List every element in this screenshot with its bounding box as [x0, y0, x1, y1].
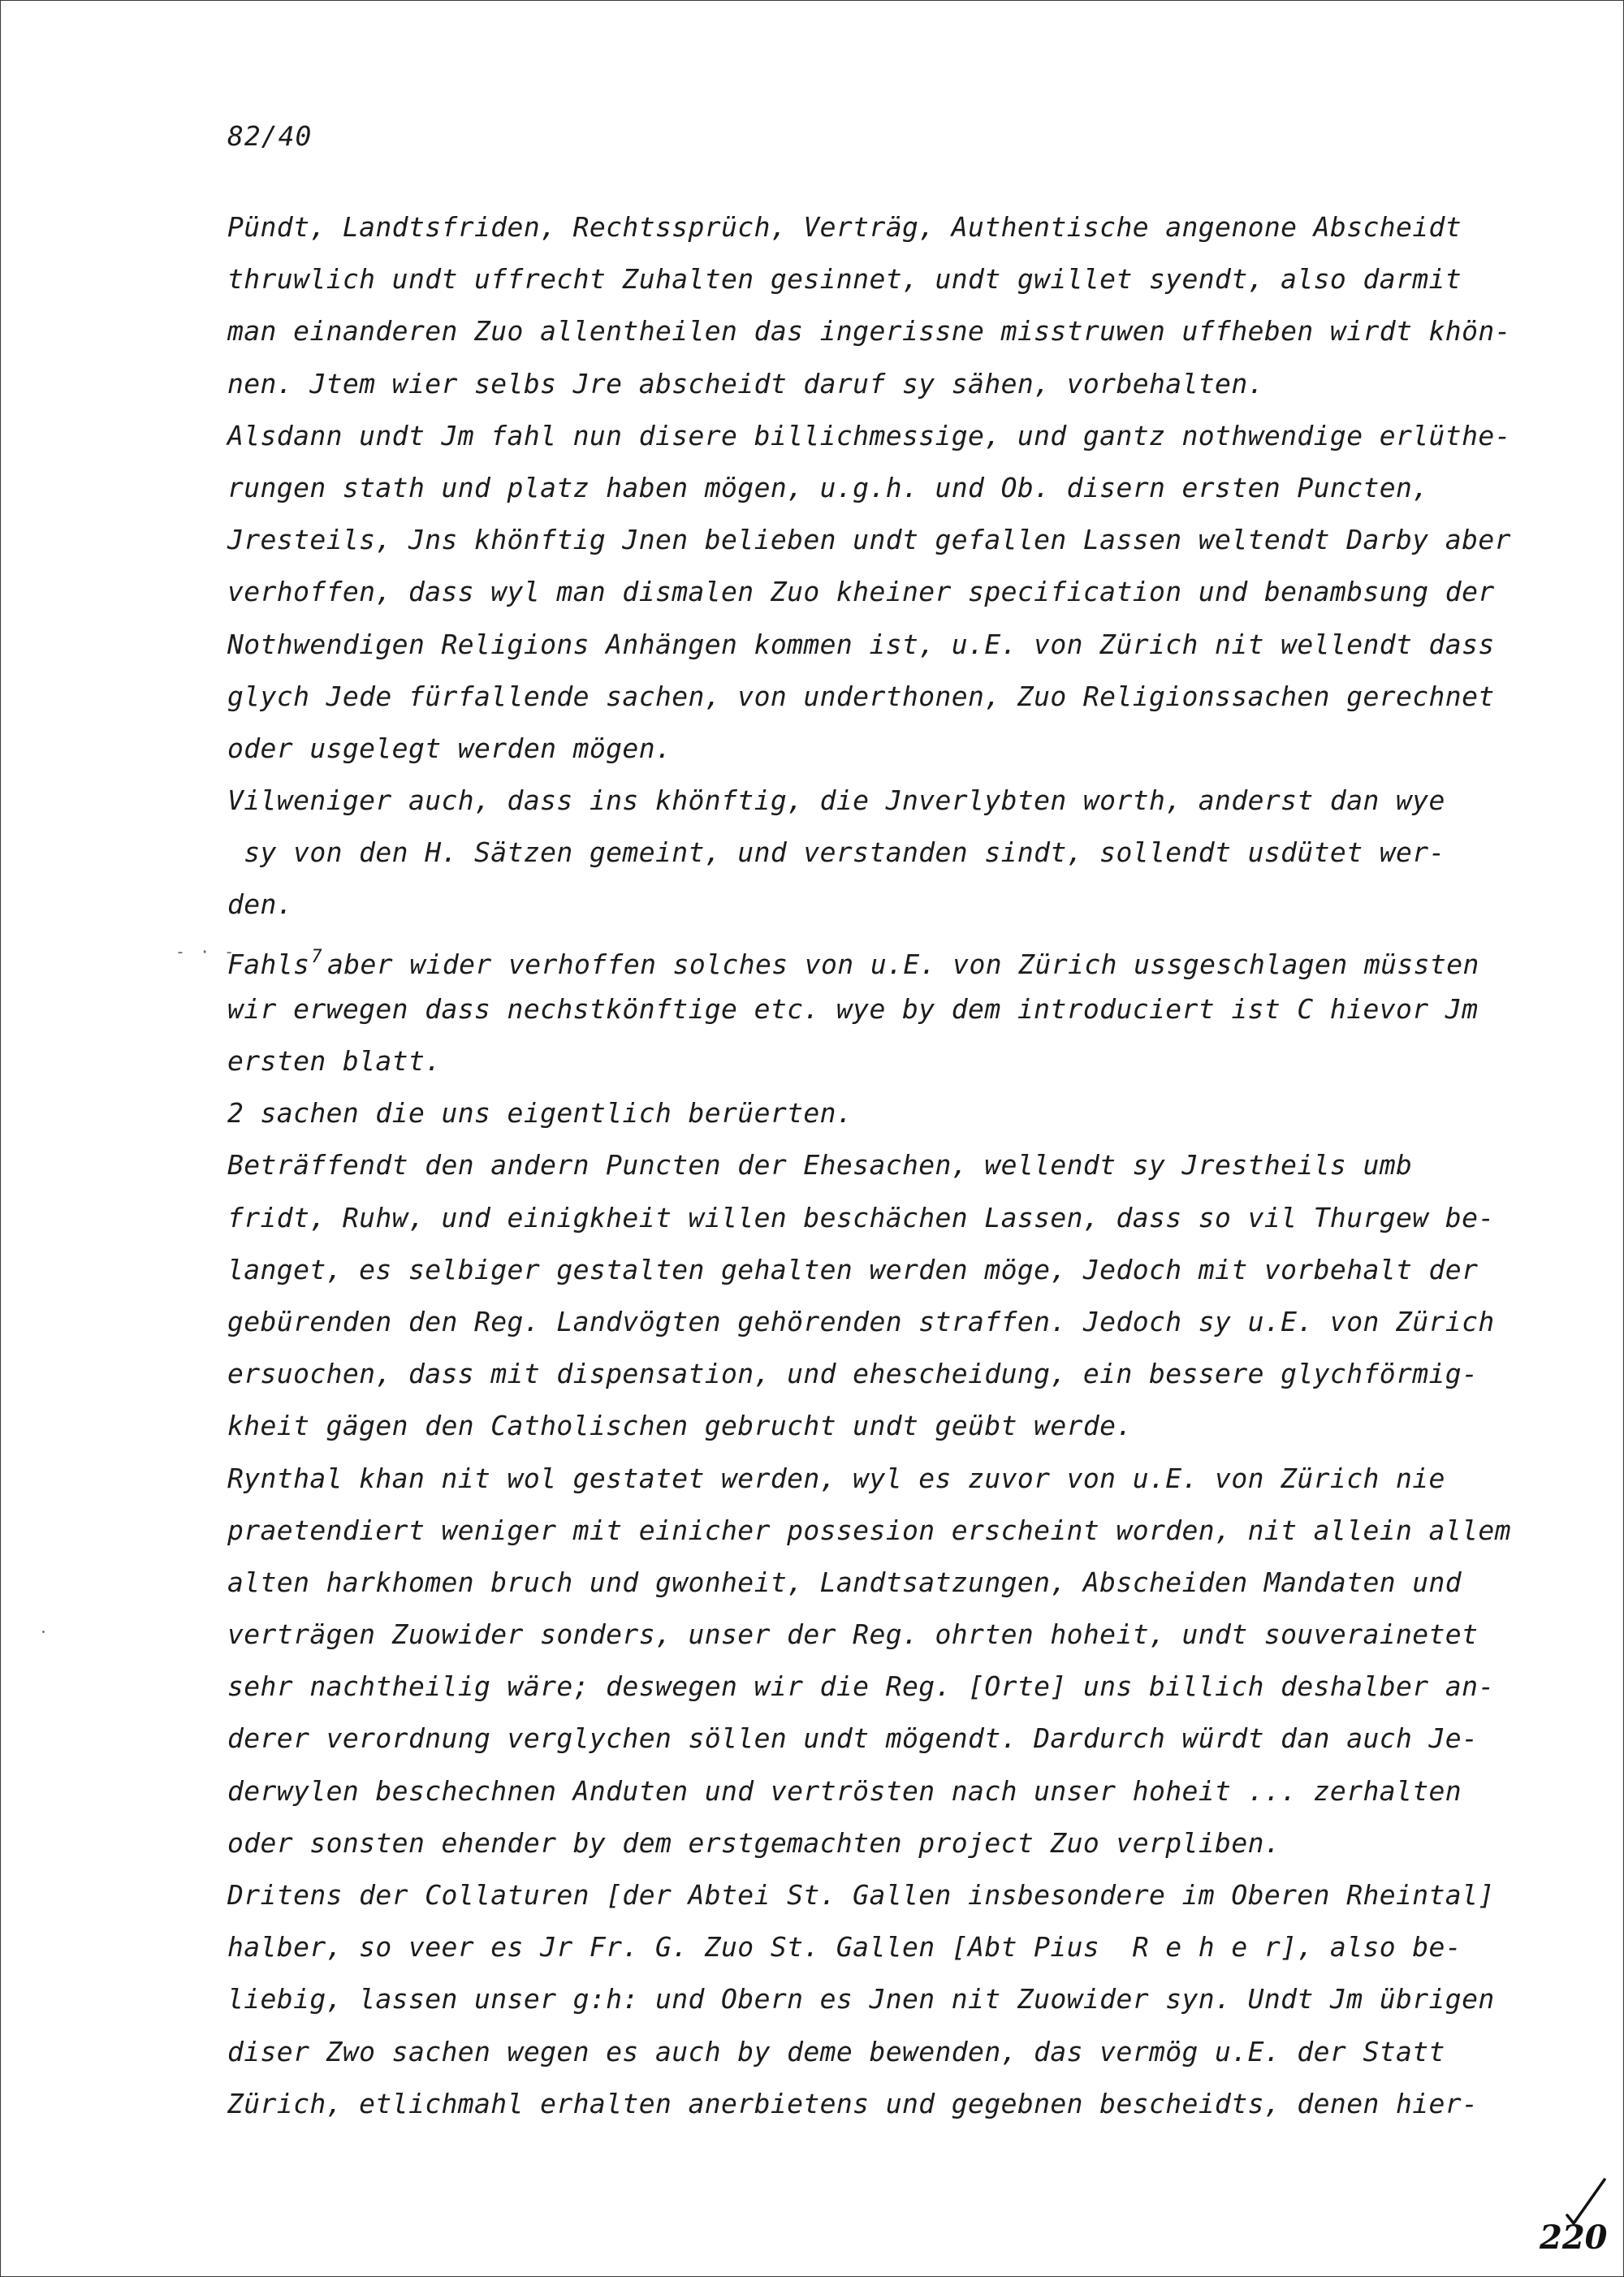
text-line: derwylen beschechnen Anduten und vertrösten nach unser hoheit ... zerhalten [227, 1774, 1462, 1807]
text-line: fridt, Ruhw, und einigkheit willen beschächen Lassen, dass so vil Thurgew be- [227, 1201, 1495, 1234]
fahls-rest: aber wider verhoffen solches von u.E. von Zürich ussgeschlagen müssten [327, 948, 1479, 980]
margin-dot [42, 1631, 45, 1633]
text-line: rungen stath und platz haben mögen, u.g.h. und Ob. disern ersten Puncten, [227, 471, 1429, 503]
text-line: alten harkhomen bruch und gwonheit, Landtsatzungen, Abscheiden Mandaten und [227, 1566, 1462, 1598]
text-line: thruwlich undt uffrecht Zuhalten gesinnet, undt gwillet syendt, also darmit [227, 263, 1462, 296]
document-body [227, 201, 1527, 2130]
text-line: sy von den H. Sätzen gemeint, und verstanden sindt, sollendt usdütet wer- [227, 836, 1445, 869]
text-line: man einanderen Zuo allentheilen das ingerissne misstruwen uffheben wirdt khön- [227, 315, 1511, 348]
text-line: liebig, lassen unser g:h: und Obern es Jnen nit Zuowider syn. Undt Jm übrigen [227, 1983, 1495, 2016]
text-line: verträgen Zuowider sonders, unser der Reg. ohrten hoheit, undt souverainetet [227, 1618, 1479, 1651]
text-line: sehr nachtheilig wäre; deswegen wir die Reg. [Orte] uns billich deshalber an- [227, 1670, 1495, 1703]
text-line: Dritens der Collaturen [der Abtei St. Gallen insbesondere im Oberen Rheintal] [227, 1879, 1495, 1911]
fahls-word: Fahls [227, 948, 310, 980]
page-number: 82/40 [227, 120, 313, 152]
text-line: Rynthal khan nit wol gestatet werden, wyl es zuvor von u.E. von Zürich nie [227, 1462, 1445, 1494]
text-line: 2 sachen die uns eigentlich berüerten. [227, 1097, 853, 1130]
text-line: Vilweniger auch, dass ins khönftig, die Jnverlybten worth, anderst dan wye [227, 784, 1445, 817]
text-line: Beträffendt den andern Puncten der Ehesachen, wellendt sy Jrestheils umb [227, 1149, 1413, 1182]
text-line: oder usgelegt werden mögen. [227, 732, 672, 764]
text-line: oder sonsten ehender by dem erstgemachten project Zuo verpliben. [227, 1826, 1281, 1859]
text-line: verhoffen, dass wyl man dismalen Zuo kheiner specification und benambsung der [227, 576, 1495, 608]
check-mark-icon [1562, 2176, 1611, 2225]
footnote-marker: 7 [311, 946, 322, 967]
text-line: kheit gägen den Catholischen gebrucht undt geübt werde. [227, 1410, 1133, 1442]
text-line: den. [227, 888, 294, 921]
text-line: halber, so veer es Jr Fr. G. Zuo St. Gallen [Abt Pius R e h e r], also be- [227, 1931, 1462, 1964]
text-line: ersten blatt. [227, 1045, 442, 1077]
text-line: derer verordnung verglychen söllen undt mögendt. Dardurch würdt dan auch Je- [227, 1722, 1479, 1755]
margin-mark: - · - [175, 942, 237, 961]
text-line: ersuochen, dass mit dispensation, und ehescheidung, ein bessere glychförmig- [227, 1358, 1479, 1390]
text-line: Zürich, etlichmahl erhalten anerbietens und gegebnen bescheidts, denen hier- [227, 2087, 1479, 2119]
text-line: Pündt, Landtsfriden, Rechtssprüch, Verträg, Authentische angenone Abscheidt [227, 211, 1462, 243]
text-line: gebürenden den Reg. Landvögten gehörenden straffen. Jedoch sy u.E. von Zürich [227, 1305, 1495, 1337]
text-line: wir erwegen dass nechstkönftige etc. wye by dem introduciert ist C hievor Jm [227, 992, 1479, 1025]
text-line: praetendiert weniger mit einicher possesion erscheint worden, nit allein allem [227, 1514, 1511, 1546]
text-line: Jresteils, Jns khönftig Jnen belieben undt gefallen Lassen weltendt Darby aber [227, 524, 1511, 556]
text-line: Alsdann undt Jm fahl nun disere billichmessige, und gantz nothwendige erlüthe- [227, 419, 1511, 452]
archive-number: 220 [1540, 2219, 1608, 2257]
text-line-footnoted [227, 931, 1527, 983]
text-line: diser Zwo sachen wegen es auch by deme bewenden, das vermög u.E. der Statt [227, 2035, 1445, 2067]
text-line: glych Jede fürfallende sachen, von underthonen, Zuo Religionssachen gerechnet [227, 680, 1495, 712]
text-line: langet, es selbiger gestalten gehalten werden möge, Jedoch mit vorbehalt der [227, 1253, 1479, 1285]
text-line: Nothwendigen Religions Anhängen kommen ist, u.E. von Zürich nit wellendt dass [227, 628, 1495, 660]
text-line: nen. Jtem wier selbs Jre abscheidt daruf sy sähen, vorbehalten. [227, 367, 1264, 400]
